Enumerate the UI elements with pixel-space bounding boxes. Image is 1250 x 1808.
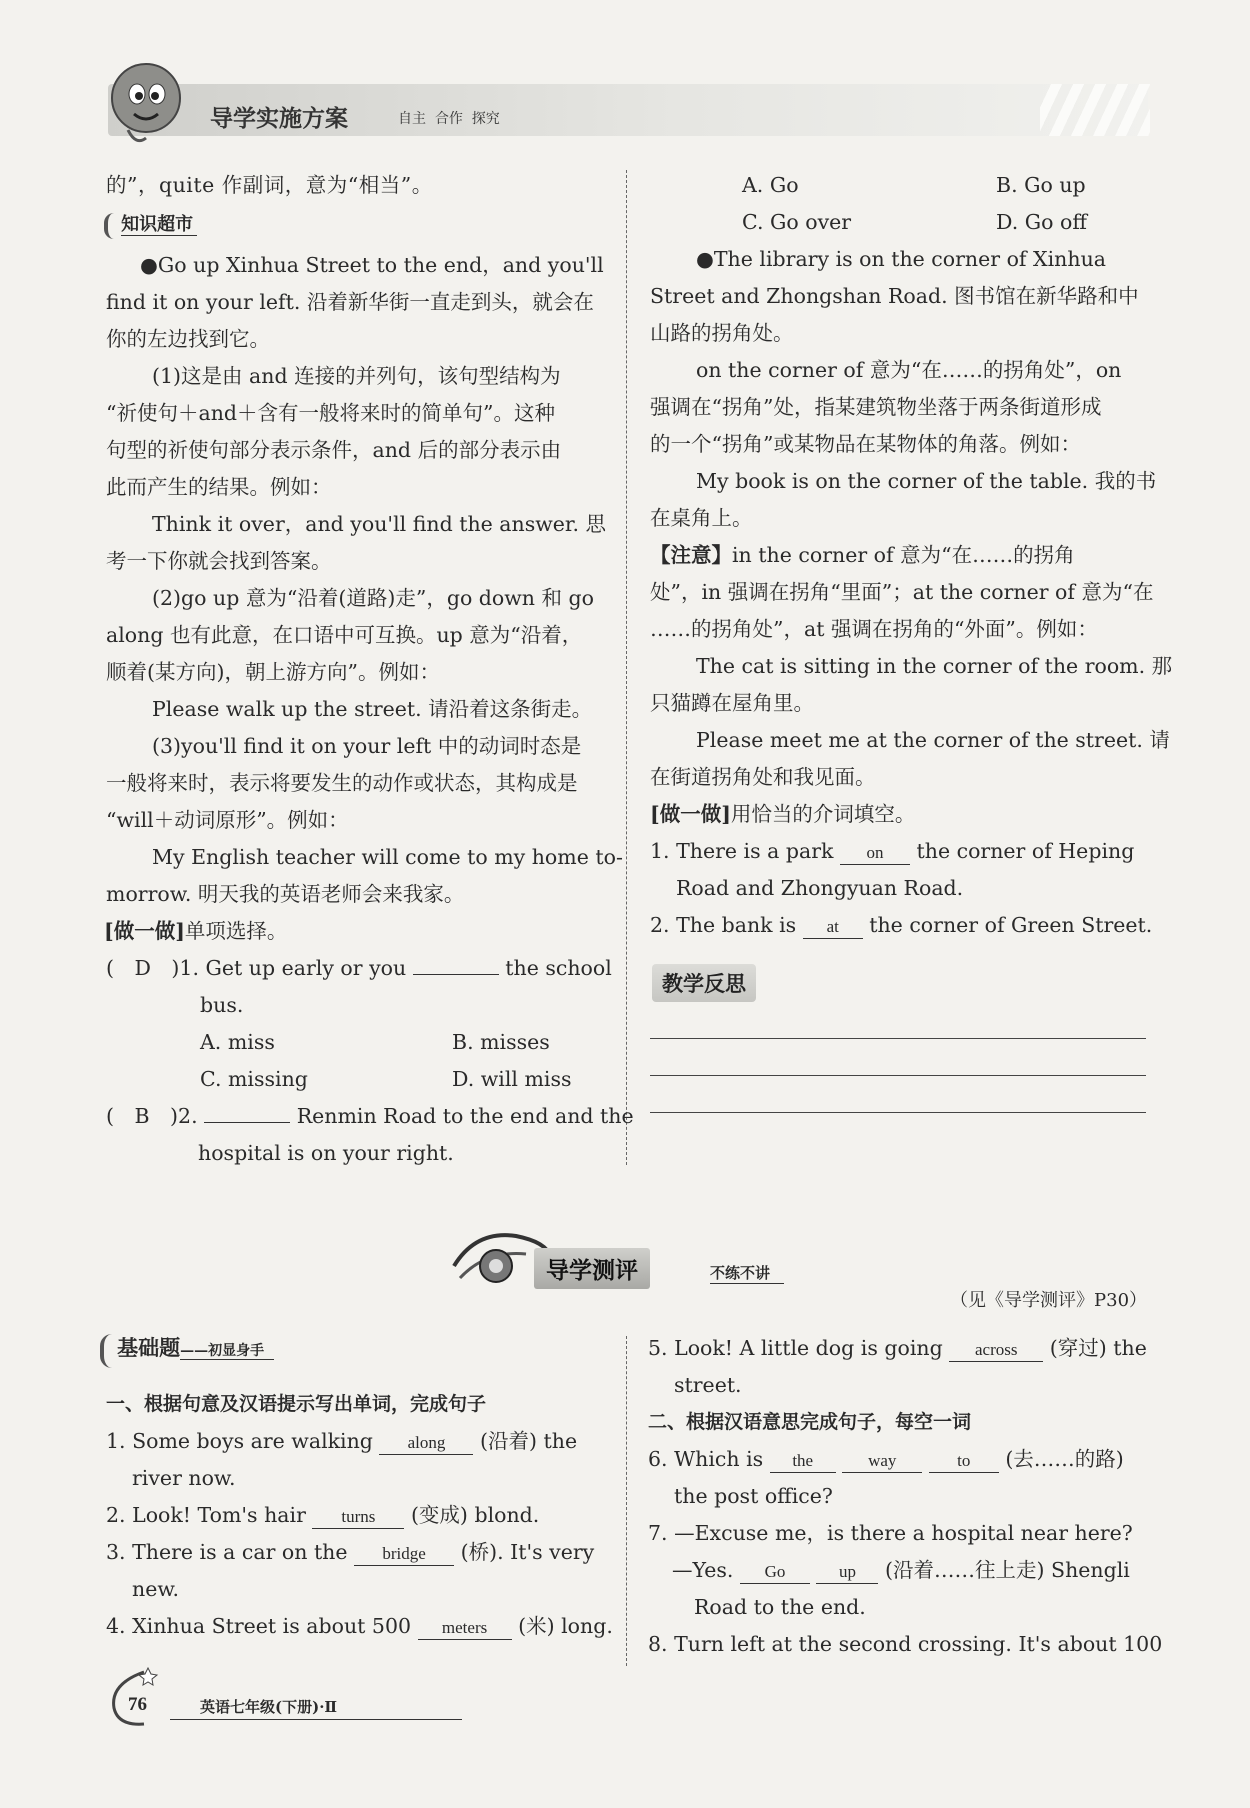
option-a: A. Go [742, 173, 799, 197]
text-line: 山路的拐角处。 [650, 321, 794, 345]
reflection-line[interactable] [650, 1075, 1146, 1076]
text-line: 一般将来时，表示将要发生的动作或状态，其构成是 [106, 771, 578, 795]
question-7-hint: (沿着……往上走) Shengli [885, 1558, 1130, 1582]
text-line: 考一下你就会找到答案。 [106, 549, 332, 573]
fill-question-1 [650, 833, 1134, 870]
question-4-hint: (米) long. [518, 1614, 613, 1638]
reflection-title: 教学反思 [652, 964, 756, 1002]
part-1-heading: 一、根据句意及汉语提示写出单词，完成句子 [106, 1393, 487, 1415]
text-line: 只猫蹲在屋角里。 [650, 691, 814, 715]
question-5 [648, 1330, 1147, 1367]
column-divider [626, 170, 627, 1165]
text-line: morrow. 明天我的英语老师会来我家。 [106, 882, 465, 906]
fill-question-2-stem: 2. The bank is [650, 913, 797, 937]
answer-along[interactable]: along [379, 1432, 473, 1455]
question-1-hint: (沿着) the [480, 1429, 578, 1453]
note-text: in the corner of 意为“在……的拐角 [732, 543, 1075, 567]
text-line: Please meet me at the corner of the street. 请 [696, 728, 1170, 752]
mc-question-2-blank[interactable] [204, 1122, 290, 1123]
question-5-stem: 5. Look! A little dog is going [648, 1336, 943, 1360]
text-line: 你的左边找到它。 [106, 327, 270, 351]
question-7: 7. —Excuse me，is there a hospital near here? [648, 1521, 1133, 1545]
mc-question-1-stem: ( D )1. Get up early or you [106, 956, 407, 980]
page-number: 76 [128, 1694, 147, 1715]
question-2 [106, 1497, 539, 1534]
knowledge-market-tag [104, 210, 197, 239]
question-6-hint: (去……的路) [1005, 1447, 1124, 1471]
fill-question-2-tail: the corner of Green Street. [869, 913, 1153, 937]
do-it-text: 单项选择。 [184, 919, 288, 943]
do-it-tag: [做一做] [104, 919, 185, 943]
text-line: ……的拐角处”，at 强调在拐角的“外面”。例如： [650, 617, 1098, 641]
fill-question-2 [650, 907, 1152, 944]
question-4-stem: 4. Xinhua Street is about 500 [106, 1614, 412, 1638]
text-line: “祈使句＋and＋含有一般将来时的简单句”。这种 [106, 401, 556, 425]
basic-subtitle: ——初显身手 [180, 1343, 274, 1360]
answer-the[interactable]: the [770, 1450, 836, 1473]
text-line: Think it over，and you'll find the answer. 思 [152, 512, 607, 536]
text-line: (2)go up 意为“沿着(道路)走”，go down 和 go [152, 586, 595, 610]
text-line: along 也有此意，在口语中可互换。up 意为“沿着， [106, 623, 583, 647]
answer-way[interactable]: way [842, 1450, 922, 1473]
answer-up[interactable]: up [816, 1561, 878, 1584]
do-it-tag: [做一做] [650, 802, 731, 826]
text-line: Road to the end. [694, 1595, 866, 1619]
knowledge-market-label: 知识超市 [121, 214, 197, 236]
question-6 [648, 1441, 1124, 1478]
question-7-yes: —Yes. [672, 1558, 734, 1582]
option-d: D. will miss [452, 1067, 572, 1091]
text-line: 的”，quite 作副词，意为“相当”。 [106, 173, 433, 197]
question-6-stem: 6. Which is [648, 1447, 764, 1471]
text-line: ●The library is on the corner of Xinhua [696, 247, 1107, 271]
question-3 [106, 1534, 594, 1571]
mc-question-2-tail: Renmin Road to the end and the [296, 1104, 634, 1128]
question-1-stem: 1. Some boys are walking [106, 1429, 373, 1453]
question-7-response [672, 1552, 1130, 1589]
question-2-hint: (变成) blond. [410, 1503, 540, 1527]
option-d: D. Go off [996, 210, 1087, 234]
option-a: A. miss [200, 1030, 275, 1054]
text-line: 在街道拐角处和我见面。 [650, 765, 876, 789]
option-b: B. misses [452, 1030, 550, 1054]
mascot-icon [106, 60, 186, 152]
reflection-line[interactable] [650, 1038, 1146, 1039]
fill-question-1-stem: 1. There is a park [650, 839, 834, 863]
question-4 [106, 1608, 613, 1645]
banner-title: 导学测评 [534, 1248, 650, 1289]
text-line: find it on your left. 沿着新华街一直走到头，就会在 [106, 290, 594, 314]
text-line: Please walk up the street. 请沿着这条街走。 [152, 697, 593, 721]
text-line: “will＋动词原形”。例如： [106, 808, 349, 832]
text-line: 顺着(某方向)，朝上游方向”。例如： [106, 660, 440, 684]
question-3-hint: (桥). It's very [460, 1540, 595, 1564]
mc-question-1-blank[interactable] [413, 974, 499, 975]
banner-subtitle: 不练不讲 [710, 1262, 784, 1284]
do-it-text: 用恰当的介词填空。 [730, 802, 916, 826]
text-line: My English teacher will come to my home to- [152, 845, 623, 869]
mc-question-2-stem: ( B )2. [106, 1104, 198, 1128]
reference-note: （见《导学测评》P30） [950, 1290, 1148, 1311]
do-it-heading [104, 913, 287, 950]
answer-to[interactable]: to [929, 1450, 999, 1473]
book-title: 英语七年级(下册)·Ⅱ [200, 1698, 338, 1716]
text-line: ●Go up Xinhua Street to the end，and you'll [140, 253, 604, 277]
question-8: 8. Turn left at the second crossing. It's about 100 [648, 1632, 1163, 1656]
text-line: on the corner of 意为“在……的拐角处”，on [696, 358, 1122, 382]
text-line: Street and Zhongshan Road. 图书馆在新华路和中 [650, 284, 1139, 308]
question-3-stem: 3. There is a car on the [106, 1540, 348, 1564]
do-it-heading [650, 796, 915, 833]
text-line: 句型的祈使句部分表示条件，and 后的部分表示由 [106, 438, 562, 462]
header-subtitle: 自主 合作 探究 [398, 111, 500, 127]
text-line: river now. [132, 1466, 236, 1490]
text-line: 此而产生的结果。例如： [106, 475, 332, 499]
answer-go[interactable]: Go [740, 1561, 810, 1584]
text-line: 处”，in 强调在拐角“里面”；at the corner of 意为“在 [650, 580, 1154, 604]
footer-line [170, 1719, 462, 1720]
fill-answer-at[interactable]: at [803, 916, 863, 939]
header-title: 导学实施方案 [210, 106, 348, 132]
bottom-column-divider [626, 1336, 627, 1666]
footer-swoosh-icon [104, 1664, 194, 1734]
text-line: (1)这是由 and 连接的并列句，该句型结构为 [152, 364, 561, 388]
header-stripes [1040, 84, 1150, 136]
text-line: bus. [200, 993, 244, 1017]
option-c: C. Go over [742, 210, 852, 234]
answer-meters[interactable]: meters [418, 1617, 512, 1640]
answer-bridge[interactable]: bridge [354, 1543, 454, 1566]
note-tag: 【注意】 [650, 543, 732, 567]
mc-question-1-tail: the school [505, 956, 612, 980]
question-1 [106, 1423, 577, 1460]
note-line [650, 537, 1075, 574]
answer-turns[interactable]: turns [312, 1506, 404, 1529]
text-line: hospital is on your right. [198, 1141, 454, 1165]
part-2-heading: 二、根据汉语意思完成句子，每空一词 [648, 1411, 972, 1433]
text-line: street. [674, 1373, 742, 1397]
mc-question-1 [106, 950, 612, 987]
question-2-stem: 2. Look! Tom's hair [106, 1503, 306, 1527]
text-line: The cat is sitting in the corner of the room. 那 [696, 654, 1173, 678]
option-c: C. missing [200, 1067, 308, 1091]
basic-heading [100, 1332, 274, 1368]
text-line: new. [132, 1577, 179, 1601]
text-line: (3)you'll find it on your left 中的动词时态是 [152, 734, 582, 758]
text-line: 的一个“拐角”或某物品在某物体的角落。例如： [650, 432, 1081, 456]
fill-answer-on[interactable]: on [840, 842, 910, 865]
text-line: My book is on the corner of the table. 我的书 [696, 469, 1157, 493]
basic-title: 基础题 [117, 1336, 181, 1360]
text-line: the post office? [674, 1484, 833, 1508]
text-line: Road and Zhongyuan Road. [676, 876, 964, 900]
answer-across[interactable]: across [949, 1339, 1043, 1362]
question-5-hint: (穿过) the [1049, 1336, 1147, 1360]
option-b: B. Go up [996, 173, 1086, 197]
mc-question-2 [106, 1098, 634, 1135]
text-line: 在桌角上。 [650, 506, 753, 530]
reflection-line[interactable] [650, 1112, 1146, 1113]
fill-question-1-tail: the corner of Heping [916, 839, 1135, 863]
text-line: 强调在“拐角”处，指某建筑物坐落于两条街道形成 [650, 395, 1102, 419]
